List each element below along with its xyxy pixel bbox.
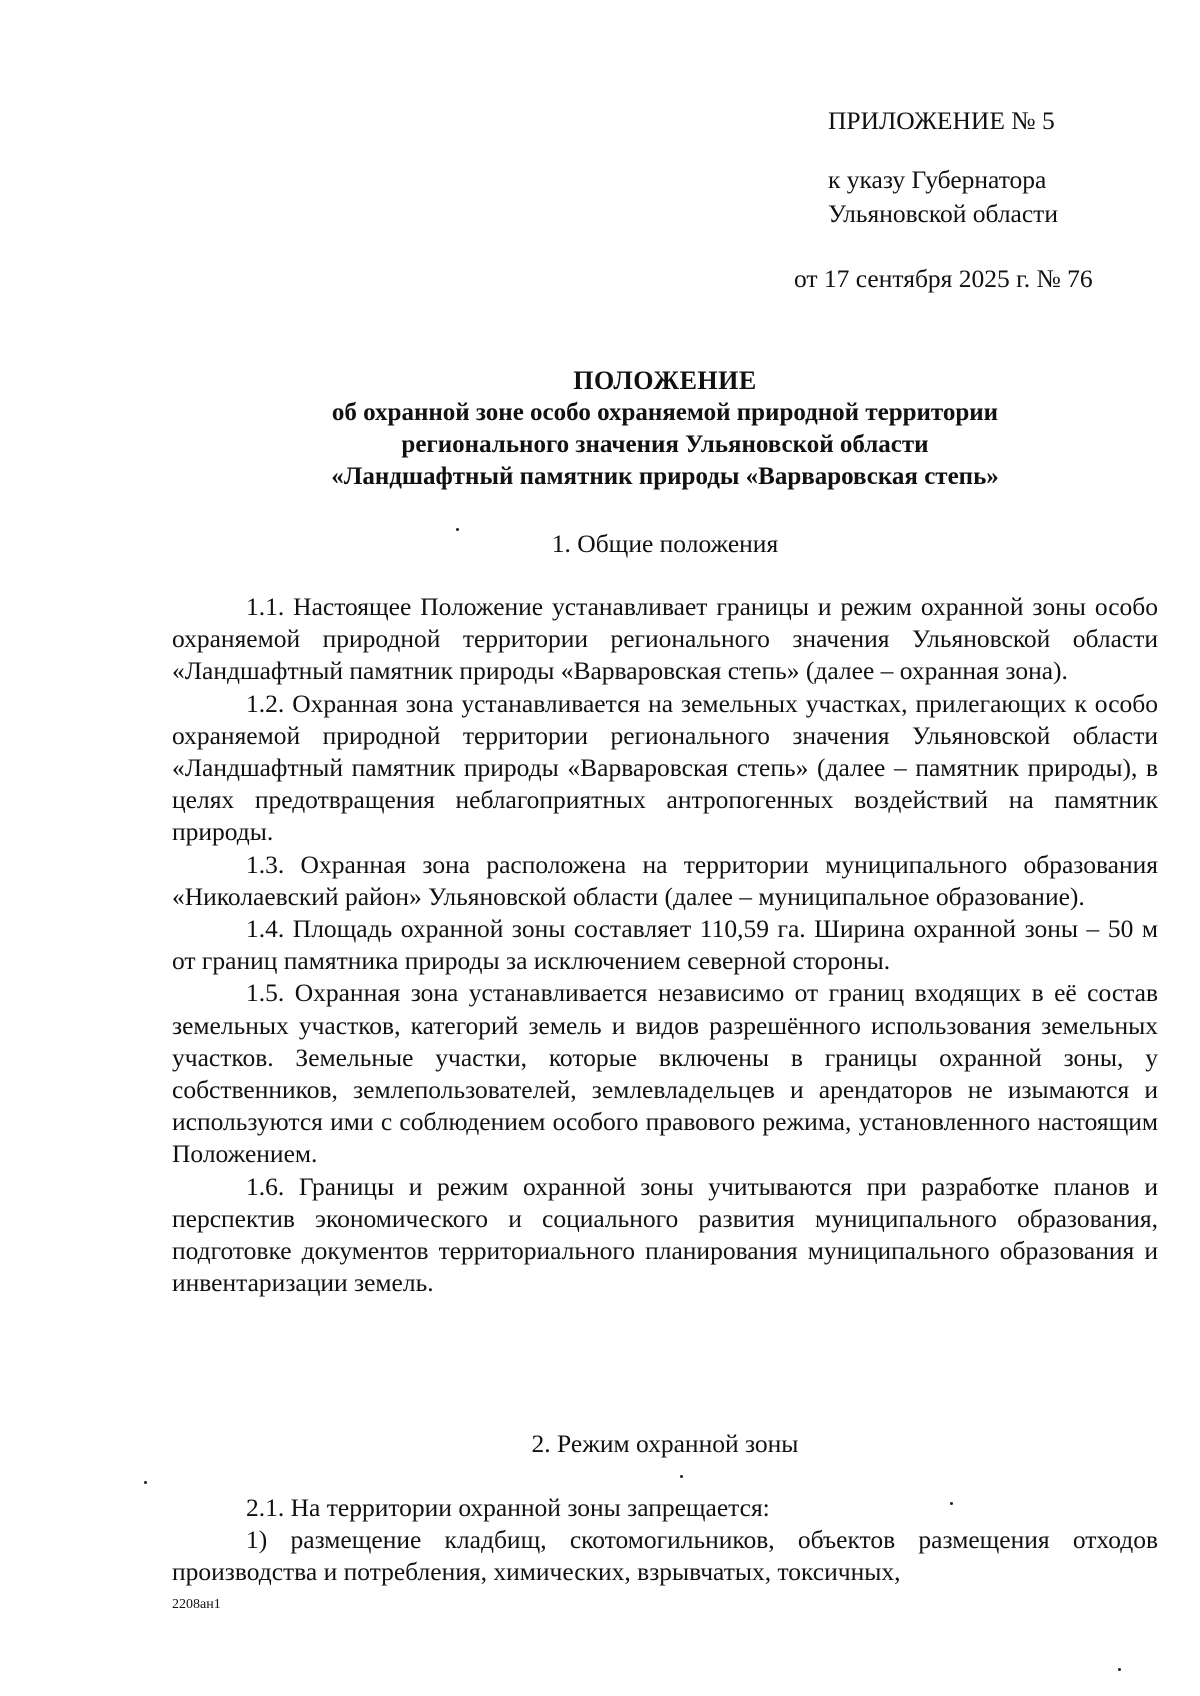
document-subtitle-line-3: «Ландшафтный памятник природы «Варваровская степь»: [331, 463, 999, 490]
paragraph-1-3: 1.3. Охранная зона расположена на территории муниципального образования «Николаевский район» Ульяновской области (далее – муниципальное образование).: [172, 849, 1158, 911]
paragraph-1-1: 1.1. Настоящее Положение устанавливает границы и режим охранной зоны особо охраняемой природной территории регионального значения Ульяновской области «Ландшафтный памятник природы «Варваровская степь» (далее – охранная зона).: [172, 592, 1158, 686]
paragraph-1-2: 1.2. Охранная зона устанавливается на земельных участках, прилегающих к особо охраняемой природной территории регионального значения Ульяновской области «Ландшафтный памятник природы «Варваровская степь» (далее – памятник природы), в целях предотвращения неблагоприятных антропогенных воздействий на памятник природы.: [172, 688, 1158, 847]
section-2-title: 2. Режим охранной зоны: [531, 1429, 799, 1458]
footer-code: 2208ан1: [172, 1597, 221, 1612]
appendix-block: [794, 104, 1148, 296]
appendix-region-line: Ульяновской области: [828, 199, 1058, 228]
scan-speck: [144, 1481, 147, 1484]
paragraph-1-5: 1.5. Охранная зона устанавливается независимо от границ входящих в её состав земельных участков, категорий земель и видов разрешённого использования земельных участков. Земельные участки, которые включены в границы охранной зоны, у собственников, землепользователей, землевладельцев и арендаторов не изымаются и используются ими с соблюдением особого правового режима, установленного настоящим Положением.: [172, 978, 1158, 1169]
appendix-title: ПРИЛОЖЕНИЕ № 5: [828, 106, 1055, 135]
section-1-title: 1. Общие положения: [551, 529, 779, 558]
paragraph-1-4: 1.4. Площадь охранной зоны составляет 110,59 га. Ширина охранной зоны – 50 м от границ памятника природы за исключением северной стороны.: [172, 914, 1158, 976]
section-1-body: [172, 591, 1158, 1299]
paragraph-2-1-item-1: 1) размещение кладбищ, скотомогильников, объектов размещения отходов производства и потребления, химических, взрывчатых, токсичных,: [172, 1525, 1158, 1587]
scan-speck: [680, 1475, 683, 1478]
document-title: ПОЛОЖЕНИЕ: [573, 366, 757, 395]
document-heading: [170, 365, 1160, 493]
scan-speck: [1118, 1668, 1121, 1671]
document-subtitle-line-2: регионального значения Ульяновской области: [401, 431, 929, 458]
section-2-body: [172, 1492, 1158, 1589]
paragraph-1-6: 1.6. Границы и режим охранной зоны учитываются при разработке планов и перспектив экономического и социального развития муниципального образования, подготовке документов территориального планирования муниципального образования и инвентаризации земель.: [172, 1171, 1158, 1298]
appendix-decree-line: к указу Губернатора: [828, 165, 1047, 194]
appendix-date: от 17 сентября 2025 г. № 76: [794, 264, 1093, 293]
document-subtitle-line-1: об охранной зоне особо охраняемой природной территории: [331, 399, 999, 426]
paragraph-2-1: 2.1. На территории охранной зоны запрещается:: [246, 1493, 770, 1522]
